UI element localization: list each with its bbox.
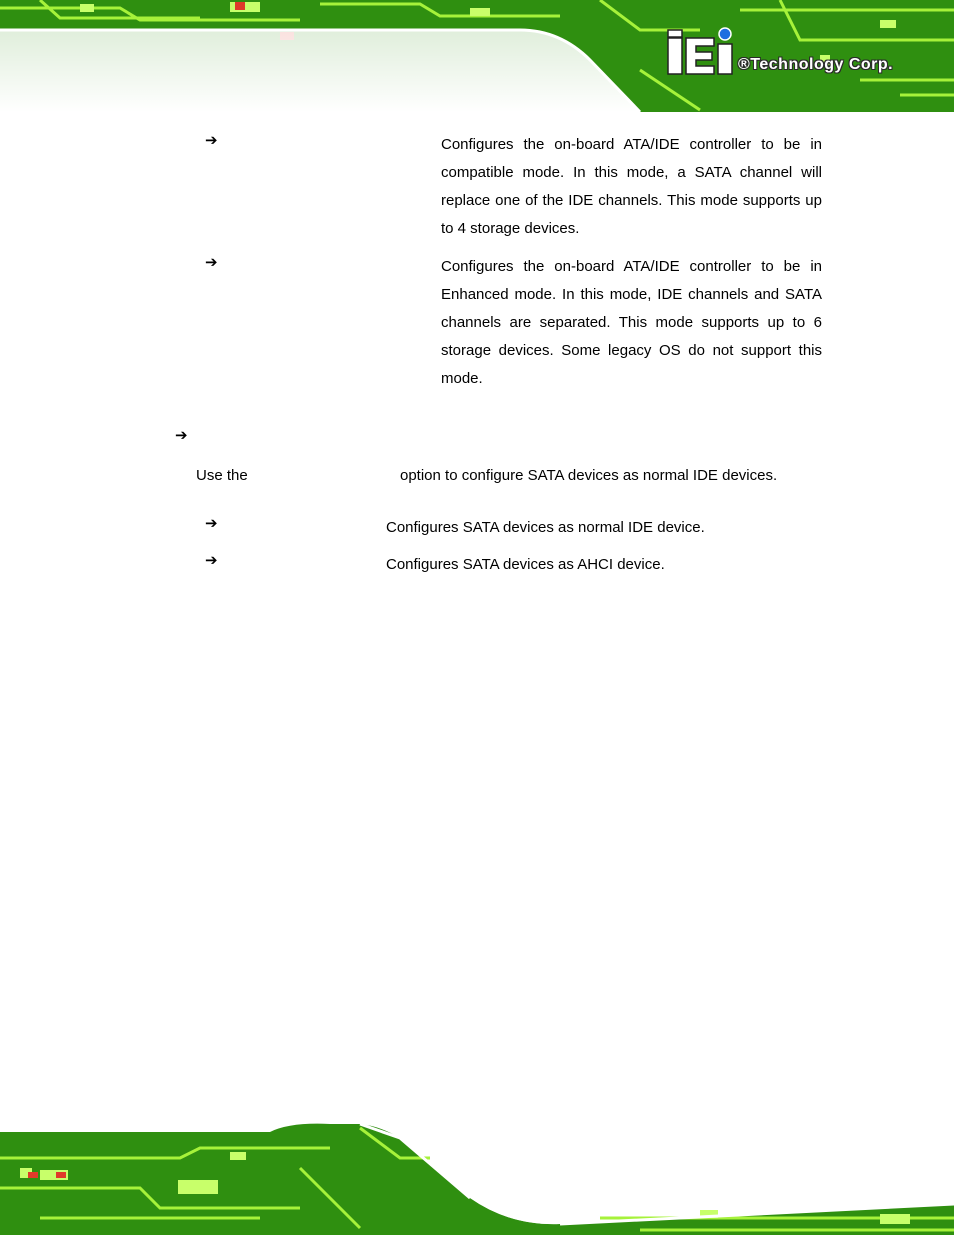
company-tagline: ®Technology Corp. [738, 56, 894, 73]
option-description: Configures the on-board ATA/IDE controller to be in Enhanced mode. In this mode, IDE channels and SATA channels are separated. This mode supports up to 6 storage devices. Some legacy OS do not support this mode. [441, 258, 822, 387]
intro-suffix: option to configure SATA devices as normal IDE devices. [400, 467, 778, 484]
sata-option-description: Configures SATA devices as AHCI device. [386, 556, 665, 573]
header-banner [0, 0, 954, 112]
bullet-arrow-icon: ➔ [205, 514, 218, 532]
intro-prefix: Use the [196, 467, 248, 484]
section-arrow-icon: ➔ [175, 426, 188, 444]
bullet-arrow-icon: ➔ [205, 253, 218, 271]
circuit-board-footer-graphic [0, 1118, 954, 1235]
bullet-arrow-icon: ➔ [205, 551, 218, 569]
bullet-arrow-icon: ➔ [205, 131, 218, 149]
footer-banner [0, 1118, 954, 1235]
sata-option-description: Configures SATA devices as normal IDE device. [386, 519, 705, 536]
option-description: Configures the on-board ATA/IDE controller to be in compatible mode. In this mode, a SATA channel will replace one of the IDE channels. This mode supports up to 4 storage devices. [441, 136, 822, 237]
